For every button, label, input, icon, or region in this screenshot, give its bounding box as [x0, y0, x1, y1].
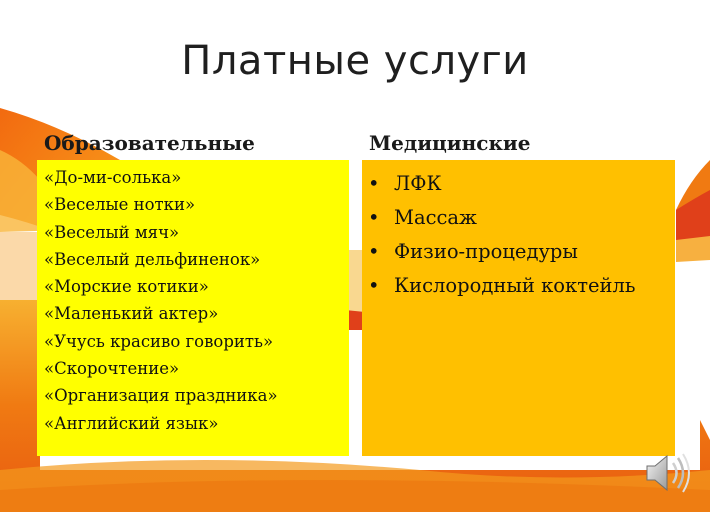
list-item [368, 269, 675, 303]
educational-services-box [37, 160, 349, 456]
medical-services-box [362, 160, 675, 456]
column-heading-educational: Образовательные [44, 131, 255, 155]
list-item-label: Физио-процедуры [394, 240, 578, 263]
list-item: «Веселый мяч» [44, 222, 180, 242]
list-item: «Морские котики» [44, 277, 209, 297]
bullet: • [368, 240, 380, 263]
list-item-label: ЛФК [394, 172, 442, 195]
list-item [368, 167, 675, 201]
list-item: «Учусь красиво говорить» [44, 331, 274, 351]
medical-services-list [362, 160, 675, 303]
list-item [368, 201, 675, 235]
list-item: «Организация праздника» [44, 386, 278, 406]
list-item: «Веселый дельфиненок» [44, 249, 261, 269]
list-item: «Веселые нотки» [44, 195, 196, 215]
list-item: «До-ми-солька» [44, 168, 182, 187]
bullet: • [368, 274, 380, 297]
list-item: «Английский язык» [44, 413, 219, 433]
bullet: • [368, 206, 380, 229]
column-heading-medical: Медицинские [369, 131, 531, 155]
list-item: «Маленький актер» [44, 304, 219, 324]
list-item-label: Кислородный коктейль [394, 274, 636, 297]
list-item: «Скорочтение» [44, 359, 180, 379]
list-item-label: Массаж [394, 206, 477, 229]
bullet: • [368, 172, 380, 195]
list-item [368, 235, 675, 269]
slide-title: Платные услуги [181, 38, 529, 84]
educational-services-list [37, 160, 349, 437]
speaker-icon[interactable] [643, 451, 691, 495]
